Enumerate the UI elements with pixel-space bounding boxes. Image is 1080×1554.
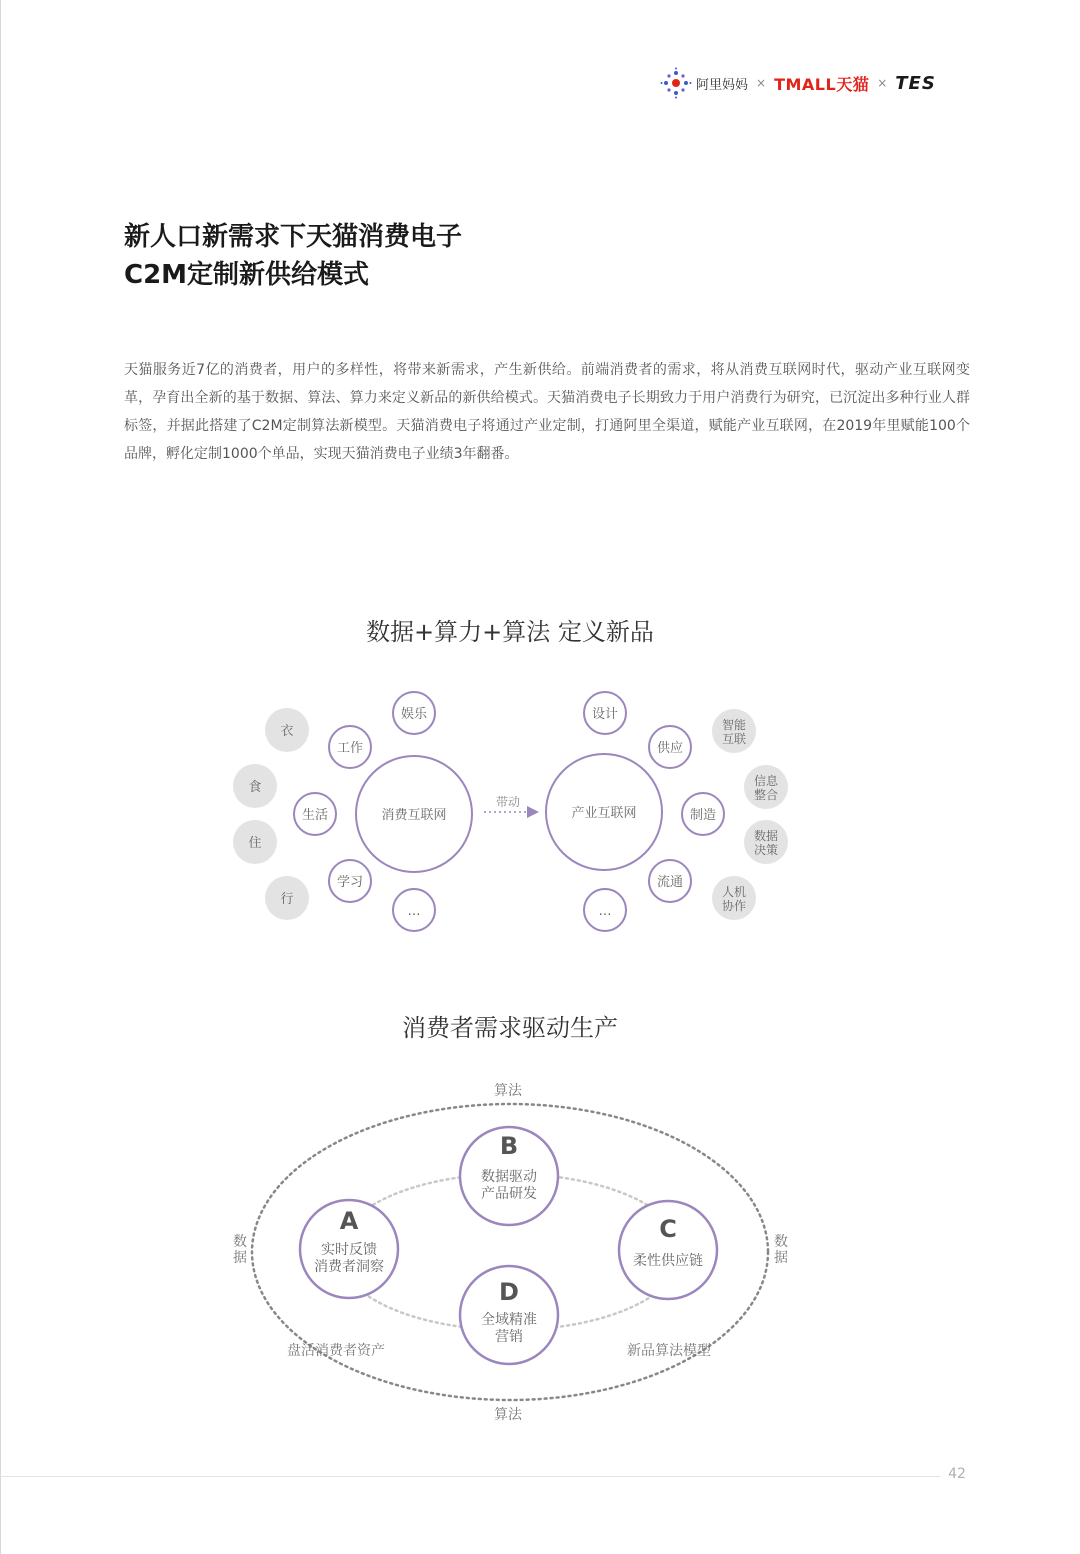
data-left-char: 据 <box>233 1250 247 1266</box>
left-outer-label: 行 <box>280 892 294 907</box>
node-c-letter: C <box>659 1215 677 1243</box>
node-b <box>460 1127 558 1225</box>
activate-consumer-assets-label: 盘活消费者资产 <box>287 1343 385 1359</box>
left-outer-label: 衣 <box>280 724 294 739</box>
left-inner-label: 工作 <box>336 741 364 756</box>
left-inner-label: 学习 <box>336 875 364 890</box>
brand-tmall: TMALL天猫 <box>774 74 870 94</box>
node-a <box>300 1200 398 1298</box>
left-inner-label: … <box>407 904 421 919</box>
right-inner-label: 设计 <box>591 707 619 722</box>
brand-separator: × <box>756 76 767 90</box>
right-outer-label: 协作 <box>721 899 747 913</box>
brand-separator: × <box>877 76 888 90</box>
right-inner-label: 供应 <box>656 741 684 756</box>
right-outer-label: 信息 <box>753 774 779 788</box>
diagram2-title: 消费者需求驱动生产 <box>402 1014 618 1042</box>
right-outer-label: 人机 <box>721 885 747 899</box>
title-line-2: C2M定制新供给模式 <box>124 260 370 290</box>
node-c <box>619 1201 717 1299</box>
data-right-char: 据 <box>774 1250 788 1266</box>
left-inner-label: 生活 <box>301 808 329 823</box>
body-paragraph: 天猫服务近7亿的消费者，用户的多样性，将带来新需求，产生新供给。前端消费者的需求，将从消费互联网时代，驱动产业互联网变革，孕育出全新的基于数据、算法、算力来定义新品的新供给模式。天猫消费电子长期致力于用户消费行为研究，已沉淀出多种行业人群标签，并据此搭建了C2M定制算法新模型。天猫消费电子将通过产业定制，打通阿里全渠道，赋能产业互联网，在2019年里赋能100个品牌，孵化定制1000个单品，实现天猫消费电子业绩3年翻番。 <box>124 362 970 462</box>
right-outer-label: 互联 <box>721 732 747 746</box>
left-inner-label: 娱乐 <box>400 707 428 722</box>
left-outer-label: 食 <box>248 780 262 795</box>
algorithm-bottom-label: 算法 <box>494 1407 522 1423</box>
algorithm-top-label: 算法 <box>494 1083 522 1099</box>
node-b-letter: B <box>499 1132 519 1160</box>
new-product-model-label: 新品算法模型 <box>627 1343 711 1359</box>
right-outer-label: 决策 <box>753 843 779 857</box>
node-a-letter: A <box>339 1207 359 1235</box>
data-left-char: 数 <box>233 1234 247 1250</box>
brand-alimama: 阿里妈妈 <box>696 77 749 93</box>
right-inner-label: 制造 <box>689 808 717 823</box>
drive-arrow-label: 带动 <box>495 795 521 809</box>
node-d-letter: D <box>499 1278 519 1306</box>
data-right-char: 数 <box>774 1234 788 1250</box>
right-inner-label: … <box>598 904 612 919</box>
node-d <box>460 1266 558 1364</box>
node-a-line1: 实时反馈 <box>321 1242 377 1258</box>
right-outer-label: 智能 <box>721 718 747 732</box>
left-outer-label: 住 <box>248 836 262 851</box>
diagram1-title: 数据+算力+算法 定义新品 <box>366 618 654 646</box>
node-c-line1: 柔性供应链 <box>633 1253 703 1269</box>
node-d-line2: 营销 <box>495 1329 523 1345</box>
node-a-line2: 消费者洞察 <box>314 1259 384 1275</box>
industry-internet-label: 产业互联网 <box>571 806 637 821</box>
right-outer-label: 数据 <box>753 829 779 843</box>
right-outer-label: 整合 <box>753 788 779 802</box>
brand-tes: TES <box>895 72 936 94</box>
footer-rule <box>0 1476 940 1477</box>
right-inner-label: 流通 <box>656 875 684 890</box>
consumer-internet-label: 消费互联网 <box>381 808 447 823</box>
node-b-line1: 数据驱动 <box>481 1169 537 1185</box>
page-number: 42 <box>948 1466 966 1482</box>
node-d-line1: 全域精准 <box>481 1312 537 1328</box>
node-b-line2: 产品研发 <box>481 1186 537 1202</box>
title-line-1: 新人口新需求下天猫消费电子 <box>124 222 463 252</box>
data-right-label <box>774 1233 788 1266</box>
data-left-label <box>233 1233 247 1266</box>
